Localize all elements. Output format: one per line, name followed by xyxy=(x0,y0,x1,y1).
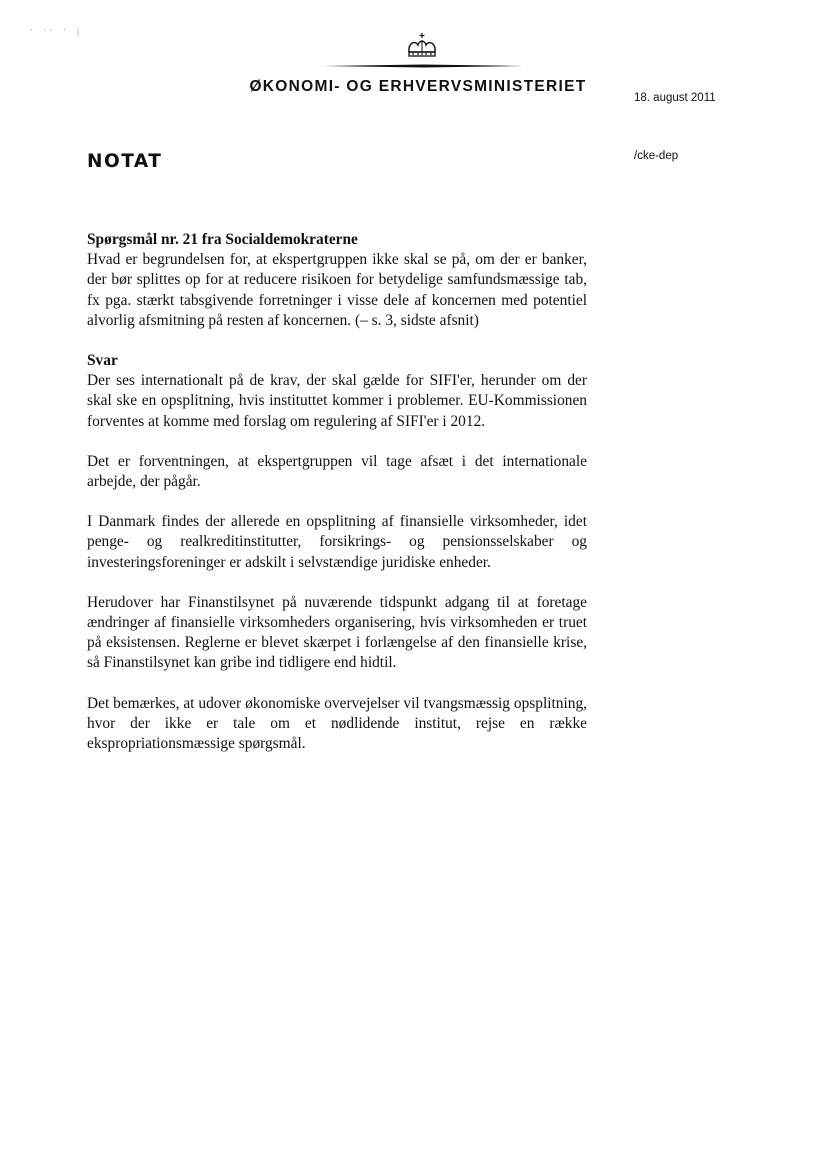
answer-paragraph: Der ses internationalt på de krav, der skal gælde for SIFI'er, herunder om der skal ske en opsplitning, hvis instituttet kommer i problemer. EU-Kommissionen forventes at komme med forslag om regulering af SIFI'er i 2012. xyxy=(87,372,587,430)
answer-paragraph: Det bemærkes, at udover økonomiske overvejelser vil tvangsmæssig opsplitning, hvor der ikke er tale om et nødlidende institut, rejse en række ekspropriationsmæssige spørgsmål. xyxy=(87,694,587,753)
document-title: NOTAT xyxy=(87,151,163,172)
crown-icon xyxy=(404,32,440,60)
answer-heading: Svar xyxy=(87,352,118,370)
document-date: 18. august 2011 xyxy=(634,92,716,104)
scan-marks: ' '' ' | xyxy=(30,28,84,38)
header-rule xyxy=(323,61,523,71)
answer-paragraph: I Danmark findes der allerede en opsplitning af finansielle virksomheder, idet penge- og realkreditinstitutter, forsikrings- og pensionsselskaber og investeringsforeninger er adskilt i selvstændige juridiske enheder. xyxy=(87,513,587,571)
document-body xyxy=(87,230,587,774)
reference-code: /cke-dep xyxy=(634,150,679,162)
question-heading: Spørgsmål nr. 21 fra Socialdemokraterne xyxy=(87,231,358,248)
answer-paragraph: Herudover har Finanstilsynet på nuværende tidspunkt adgang til at foretage ændringer af finansielle virksomheders organisering, hvis virksomheden er truet på eksistensen. Reglerne er blevet skærpet i forlængelse af den finansielle krise, så Finanstilsynet kan gribe ind tidligere end hidtil. xyxy=(87,593,587,672)
answer-paragraph: Det er forventningen, at ekspertgruppen vil tage afsæt i det internationale arbejde, der pågår. xyxy=(87,452,587,491)
question-block xyxy=(87,230,587,331)
ministry-name: ØKONOMI- OG ERHVERVSMINISTERIET xyxy=(249,78,587,95)
answer-block xyxy=(87,351,587,432)
question-text: Hvad er begrundelsen for, at ekspertgruppen ikke skal se på, om der er banker, der bør splittes op for at reducere risikoen for betydelige samfundsmæssige tab, fx pga. stærkt tabsgivende forretninger i visse dele af koncernen med potentiel alvorlig afsmitning på resten af koncernen. (– s. 3, sidste afsnit) xyxy=(87,251,587,329)
